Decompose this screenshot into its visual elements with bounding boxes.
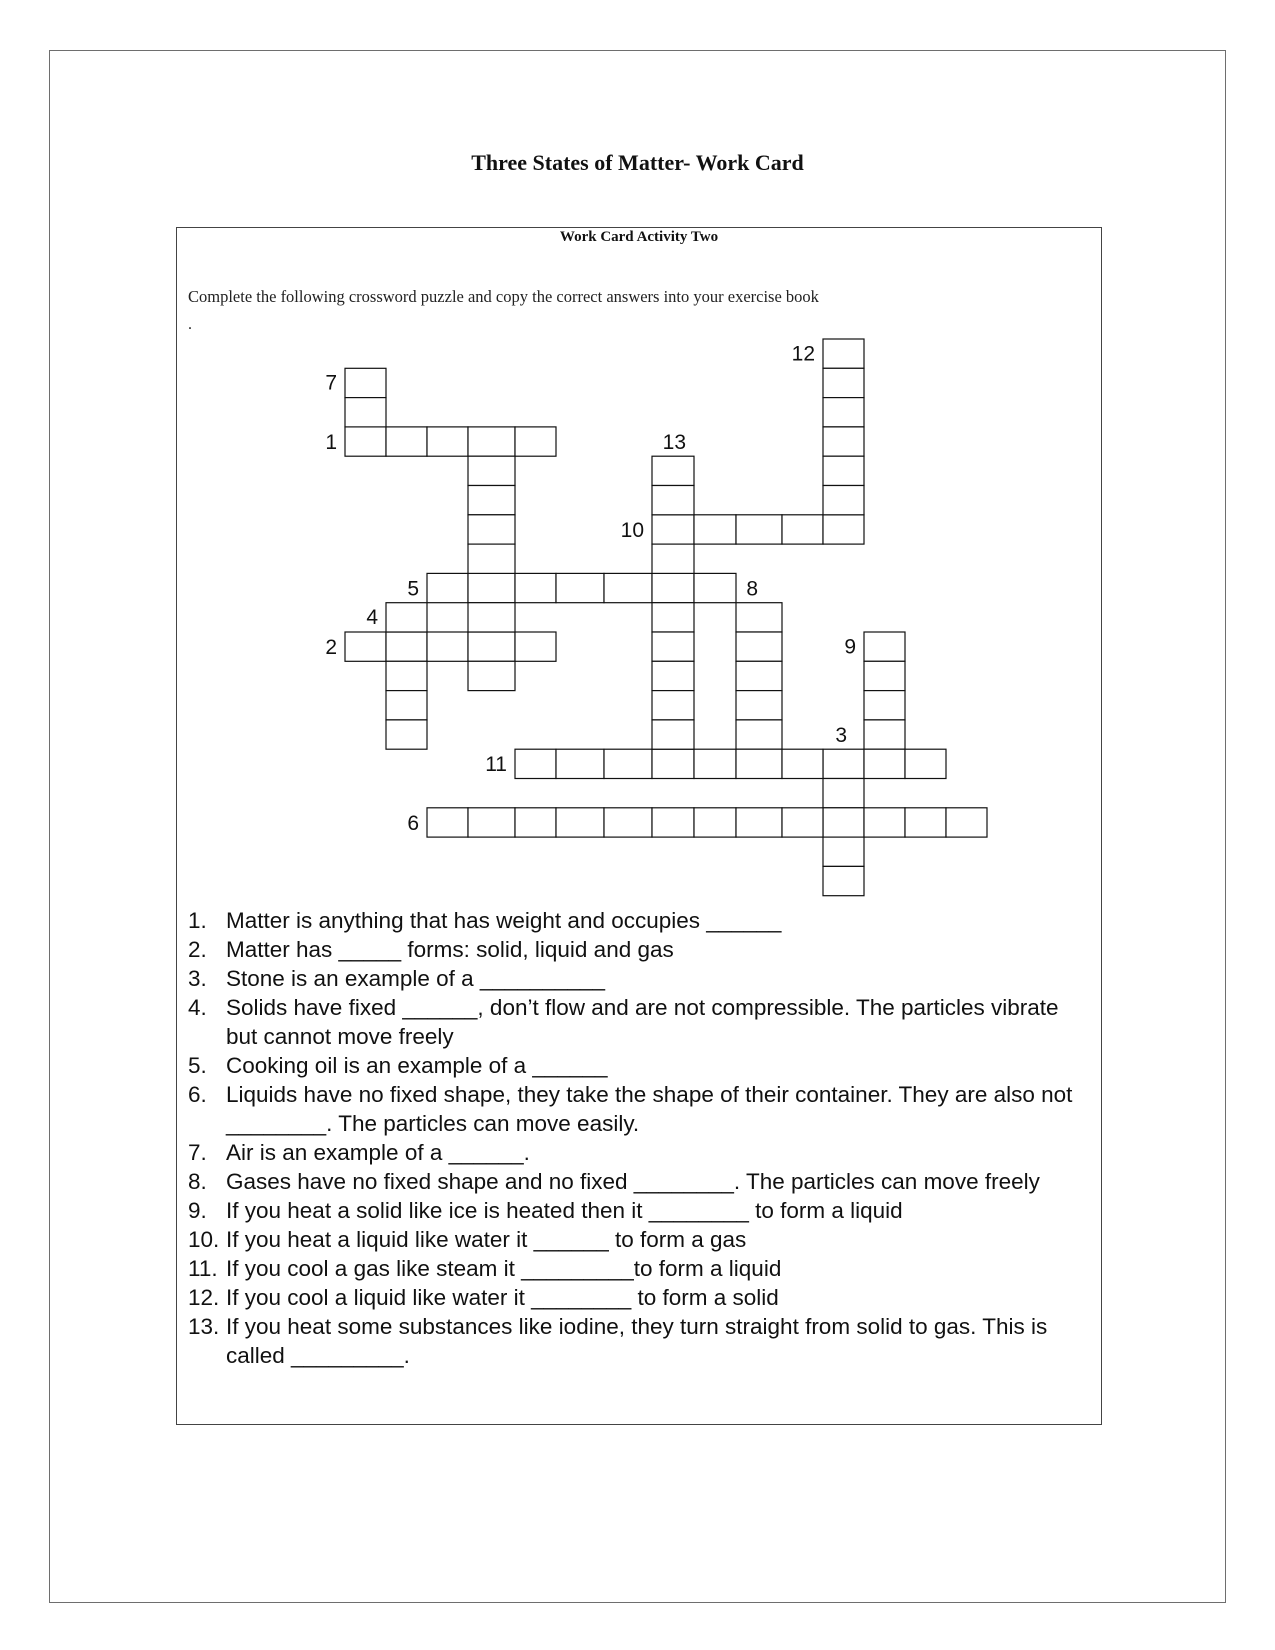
crossword-cell (694, 515, 736, 544)
card-heading: Work Card Activity Two (559, 229, 719, 245)
clue-number: 4. (188, 995, 207, 1020)
clue-number: 8. (188, 1169, 207, 1194)
clue-number-label: 5 (407, 577, 419, 601)
crossword-cell (652, 720, 694, 749)
clue-text: If you cool a gas like steam it _________to form a liquid (226, 1256, 782, 1281)
crossword-cell (823, 779, 864, 808)
crossword-cell (823, 808, 864, 837)
clue-number: 11. (188, 1256, 218, 1281)
clue-text: Matter is anything that has weight and occupies ______ (226, 908, 782, 933)
crossword-cell (694, 749, 736, 778)
crossword-cell (864, 632, 905, 661)
crossword-cell (736, 808, 782, 837)
crossword-cell (823, 368, 864, 397)
crossword-cell (652, 632, 694, 661)
crossword-cell (652, 749, 694, 778)
crossword-cell (652, 456, 694, 485)
crossword-cell (468, 632, 515, 661)
crossword-cell (736, 720, 782, 749)
crossword-cell (604, 573, 652, 602)
crossword-cell (864, 749, 905, 778)
crossword-cell (736, 691, 782, 720)
clue-text: Solids have fixed ______, don’t flow and are not compressible. The particles vibrate but cannot move freely (226, 995, 1059, 1049)
crossword-cell (652, 691, 694, 720)
clue-number: 13. (188, 1314, 220, 1339)
crossword-cell (864, 720, 905, 749)
crossword-cell (782, 808, 823, 837)
crossword-cell (782, 515, 823, 544)
clue-number-label: 13 (662, 431, 686, 455)
crossword-cell (736, 661, 782, 690)
clue-text: Stone is an example of a __________ (226, 966, 606, 991)
clue-number-label: 12 (791, 342, 815, 366)
clue-number-label: 4 (366, 606, 378, 629)
crossword-cell (652, 808, 694, 837)
instructions-text: Complete the following crossword puzzle and copy the correct answers into your exercise book (188, 287, 819, 306)
clue-number: 6. (188, 1082, 207, 1107)
crossword-cell (345, 398, 386, 427)
clue-text: Cooking oil is an example of a ______ (226, 1053, 608, 1078)
clue-item (188, 935, 1088, 964)
crossword-cell (386, 427, 427, 456)
crossword-cell (736, 749, 782, 778)
clue-item (188, 1196, 1088, 1225)
crossword-cell (652, 573, 694, 602)
crossword-cell (604, 808, 652, 837)
clue-number-label: 11 (485, 753, 507, 777)
crossword-cell (556, 808, 604, 837)
crossword-cell (905, 749, 946, 778)
crossword-cell (864, 808, 905, 837)
crossword-cell (864, 661, 905, 690)
clue-item (188, 906, 1088, 935)
crossword-cell (468, 661, 515, 690)
clue-number-label: 6 (407, 811, 419, 835)
crossword-cell (468, 515, 515, 544)
crossword-cell (736, 515, 782, 544)
crossword-cell (736, 603, 782, 632)
crossword-cell (515, 427, 556, 456)
crossword-cell (427, 427, 468, 456)
crossword-cell (905, 808, 946, 837)
clue-text: If you heat a liquid like water it ______ to form a gas (226, 1227, 747, 1252)
clue-number: 3. (188, 966, 207, 991)
crossword-cell (468, 603, 515, 632)
clue-number-label: 9 (844, 635, 856, 659)
clue-text: Air is an example of a ______. (226, 1140, 530, 1165)
crossword-cell (652, 544, 694, 573)
crossword-cell (515, 573, 556, 602)
clue-number: 9. (188, 1198, 207, 1223)
crossword-cell (468, 486, 515, 515)
crossword-cell (515, 808, 556, 837)
clue-item (188, 1225, 1088, 1254)
crossword-cell (736, 632, 782, 661)
clue-number: 12. (188, 1285, 220, 1310)
crossword-cell (694, 808, 736, 837)
crossword-cell (652, 661, 694, 690)
crossword-cell (823, 398, 864, 427)
crossword-cell (515, 632, 556, 661)
crossword-cell (427, 573, 468, 602)
crossword-cell (823, 486, 864, 515)
stray-mark: . (188, 316, 192, 333)
crossword-cell (386, 691, 427, 720)
crossword-cell (694, 573, 736, 602)
crossword-cell (386, 720, 427, 749)
page-title: Three States of Matter- Work Card (471, 150, 804, 175)
clue-text: If you heat a solid like ice is heated then it ________ to form a liquid (226, 1198, 903, 1223)
clue-text: Matter has _____ forms: solid, liquid and gas (226, 937, 674, 962)
clue-item (188, 1167, 1088, 1196)
clue-text: If you cool a liquid like water it ________ to form a solid (226, 1285, 779, 1310)
crossword-cell (652, 515, 694, 544)
clue-list (188, 906, 1088, 1370)
crossword-cell (468, 456, 515, 485)
crossword-cell (345, 427, 386, 456)
crossword-cell (556, 573, 604, 602)
clue-number: 10. (188, 1227, 220, 1252)
clue-number-label: 3 (835, 724, 847, 748)
clue-item (188, 1283, 1088, 1312)
crossword-cell (386, 603, 427, 632)
crossword-cell (468, 573, 515, 602)
crossword-cell (823, 456, 864, 485)
clue-item (188, 1080, 1088, 1138)
crossword-cell (386, 661, 427, 690)
clue-text: If you heat some substances like iodine, they turn straight from solid to gas. This is called _________. (226, 1314, 1048, 1368)
clue-item (188, 1254, 1088, 1283)
clue-number-label: 8 (746, 577, 758, 601)
clue-item (188, 1312, 1088, 1370)
crossword-cell (604, 749, 652, 778)
crossword-cell (468, 808, 515, 837)
clue-text: Gases have no fixed shape and no fixed ________. The particles can move freely (226, 1169, 1040, 1194)
crossword-cell (345, 632, 386, 661)
clue-number-label: 2 (325, 636, 337, 659)
crossword-cell (823, 866, 864, 895)
crossword-cell (556, 749, 604, 778)
crossword-cell (823, 837, 864, 866)
clue-number: 7. (188, 1140, 207, 1165)
crossword-cell (946, 808, 987, 837)
clue-item (188, 1138, 1088, 1167)
clue-item (188, 1051, 1088, 1080)
clue-number-label: 7 (325, 371, 337, 395)
crossword-cell (823, 339, 864, 368)
crossword-cell (823, 427, 864, 456)
clue-text: Liquids have no fixed shape, they take the shape of their container. They are also not ________. The particles can move easily. (226, 1082, 1073, 1136)
crossword-cell (386, 632, 427, 661)
clue-number-label: 1 (325, 430, 337, 454)
crossword-cell (823, 749, 864, 778)
clue-number: 2. (188, 937, 207, 962)
crossword-cell (468, 544, 515, 573)
clue-item (188, 993, 1088, 1051)
crossword-cell (652, 486, 694, 515)
crossword-cell (864, 691, 905, 720)
crossword-cell (427, 632, 468, 661)
clue-number: 5. (188, 1053, 207, 1078)
crossword-cell (345, 368, 386, 397)
clue-number: 1. (188, 908, 207, 933)
clue-number-label: 10 (620, 518, 644, 542)
crossword-cell (782, 749, 823, 778)
crossword-cell (515, 749, 556, 778)
crossword-cell (468, 427, 515, 456)
clue-item (188, 964, 1088, 993)
crossword-cell (427, 808, 468, 837)
crossword-cell (823, 515, 864, 544)
crossword-cell (652, 603, 694, 632)
